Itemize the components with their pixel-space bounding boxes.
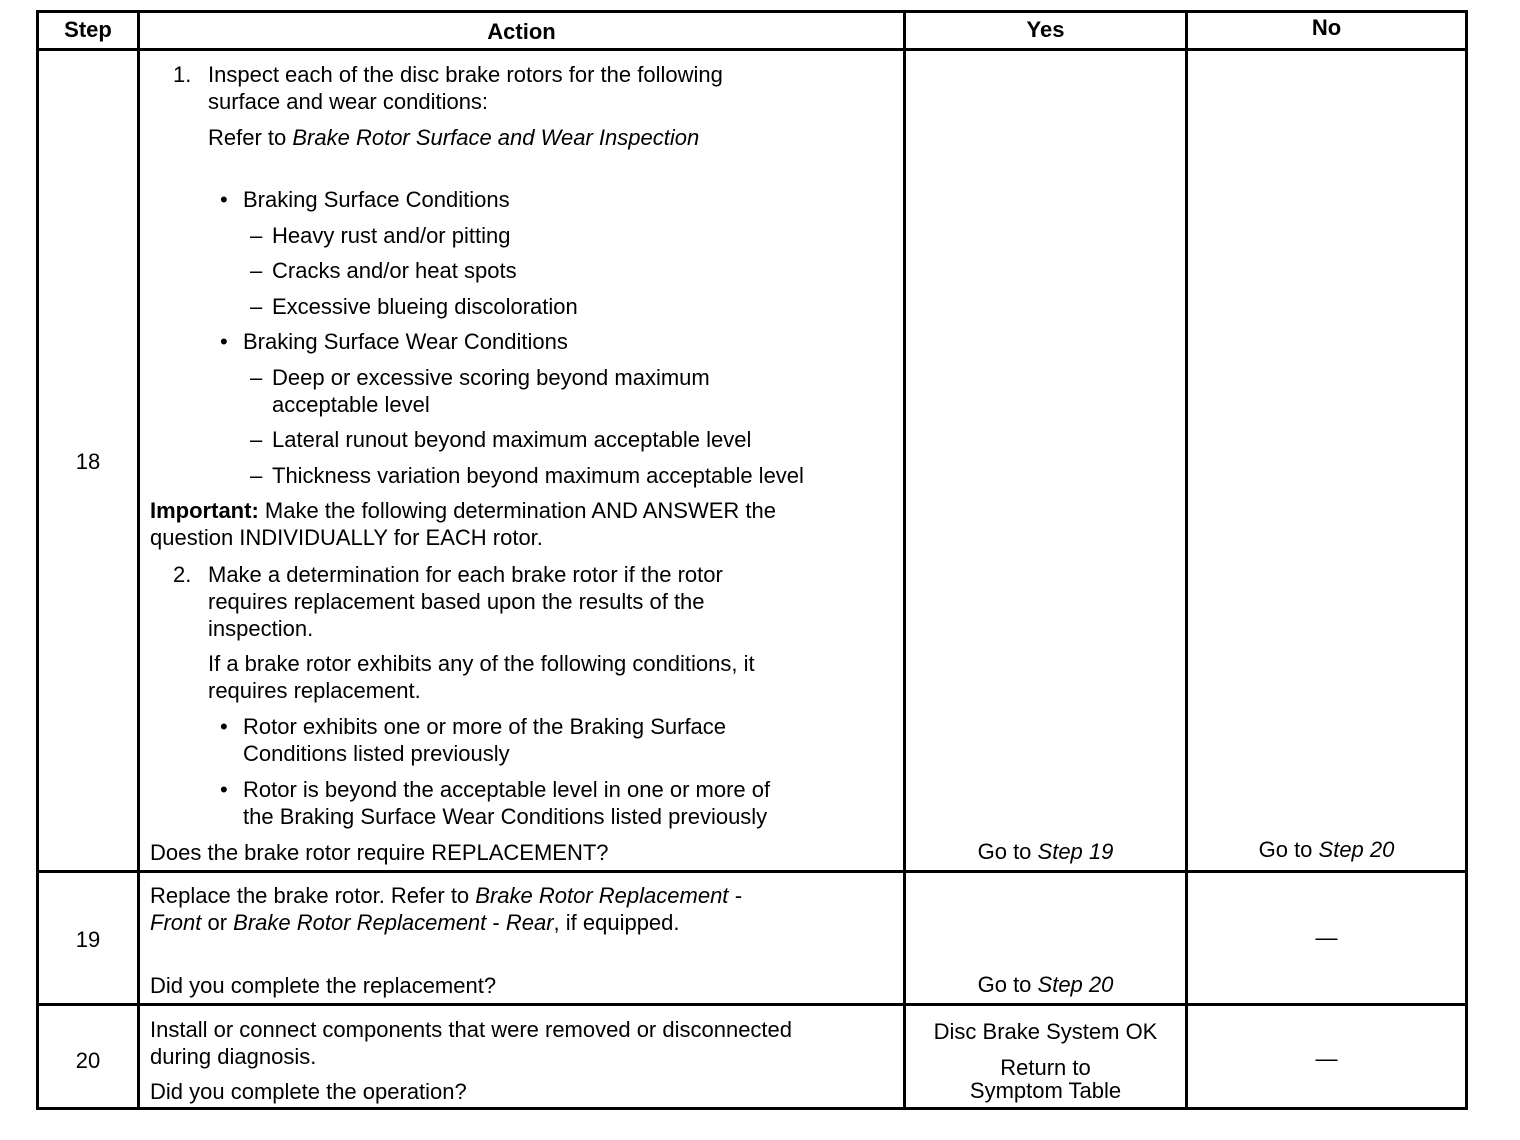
dash-text: Excessive blueing discoloration: [272, 294, 578, 319]
goto-prefix: Go to: [1258, 837, 1319, 862]
action-text: [150, 882, 742, 909]
action-text: requires replacement based upon the results of the: [208, 589, 705, 614]
step-number: 19: [75, 927, 101, 952]
goto-prefix: Go to: [977, 839, 1038, 864]
diagnostic-table: [36, 10, 1468, 1110]
no-cell-dash: —: [1315, 1046, 1338, 1071]
dash-text: Lateral runout beyond maximum acceptable level: [272, 427, 752, 452]
action-text: requires replacement.: [208, 678, 421, 703]
table-border-right: [1465, 10, 1468, 1110]
header-action: Action: [487, 19, 556, 44]
step-number: 18: [75, 449, 101, 474]
action-text: Inspect each of the disc brake rotors for the following: [208, 62, 723, 87]
reference-link[interactable]: Brake Rotor Surface and Wear Inspection: [292, 125, 700, 150]
important-note: [150, 497, 776, 524]
important-text: Make the following determination AND ANSWER the: [258, 498, 777, 523]
reference-prefix: Refer to: [208, 125, 293, 150]
dash-text: Heavy rust and/or pitting: [272, 223, 511, 248]
bullet-text: the Braking Surface Wear Conditions listed previously: [243, 804, 768, 829]
header-divider: [36, 48, 1468, 51]
yes-cell: [906, 838, 1185, 865]
yes-cell-return-to: Return to: [1000, 1055, 1091, 1080]
header-step: Step: [64, 17, 112, 42]
reference-link[interactable]: Brake Rotor Replacement: [233, 910, 487, 935]
action-text-fragment: -: [486, 910, 506, 935]
reference-link[interactable]: Rear: [505, 910, 554, 935]
yes-cell-system-ok: Disc Brake System OK: [933, 1019, 1158, 1044]
dash-icon: –: [250, 294, 263, 319]
action-text: surface and wear conditions:: [208, 89, 489, 114]
dash-icon: –: [250, 463, 263, 488]
header-yes: Yes: [1026, 17, 1065, 42]
bullet-icon: •: [220, 777, 228, 802]
action-text: If a brake rotor exhibits any of the following conditions, it: [208, 651, 755, 676]
action-text: during diagnosis.: [150, 1044, 317, 1069]
reference-line: [208, 124, 699, 151]
bullet-text: Braking Surface Conditions: [243, 187, 510, 212]
dash-text: Thickness variation beyond maximum acceptable level: [272, 463, 804, 488]
action-text-fragment: or: [201, 910, 234, 935]
question-text: Did you complete the operation?: [150, 1079, 467, 1104]
dash-icon: –: [250, 258, 263, 283]
question-text: Does the brake rotor require REPLACEMENT?: [150, 840, 609, 865]
yes-cell: [906, 971, 1185, 998]
action-text: inspection.: [208, 616, 314, 641]
bullet-icon: •: [220, 329, 228, 354]
step-number: 20: [75, 1048, 101, 1073]
bullet-text: Rotor exhibits one or more of the Braking Surface: [243, 714, 727, 739]
action-text: Install or connect components that were removed or disconnected: [150, 1017, 793, 1042]
goto-step-link[interactable]: Step 19: [1037, 839, 1114, 864]
column-divider-step: [137, 10, 140, 1110]
row-divider-19-20: [36, 1003, 1468, 1006]
dash-icon: –: [250, 223, 263, 248]
action-text-fragment: , if equipped.: [553, 910, 680, 935]
important-label: Important:: [150, 498, 259, 523]
column-divider-action: [903, 10, 906, 1110]
row-divider-18-19: [36, 870, 1468, 873]
no-cell: [1188, 836, 1465, 863]
symptom-table-link[interactable]: Symptom Table: [969, 1078, 1122, 1103]
list-number: 1.: [173, 62, 192, 87]
question-text: Did you complete the replacement?: [150, 973, 497, 998]
action-prefix: Replace the brake rotor. Refer to: [150, 883, 476, 908]
no-cell-dash: —: [1315, 925, 1338, 950]
list-number: 2.: [173, 562, 192, 587]
goto-prefix: Go to: [977, 972, 1038, 997]
dash-text: Deep or excessive scoring beyond maximum: [272, 365, 710, 390]
table-border-top: [36, 10, 1468, 13]
action-text: Make a determination for each brake rotor if the rotor: [208, 562, 723, 587]
dash-text: Cracks and/or heat spots: [272, 258, 517, 283]
dash-icon: –: [250, 365, 263, 390]
table-border-bottom: [36, 1107, 1468, 1110]
bullet-text: Conditions listed previously: [243, 741, 510, 766]
bullet-text: Rotor is beyond the acceptable level in one or more of: [243, 777, 771, 802]
reference-link[interactable]: Front: [150, 910, 202, 935]
bullet-icon: •: [220, 714, 228, 739]
goto-step-link[interactable]: Step 20: [1318, 837, 1395, 862]
header-no: No: [1311, 15, 1342, 40]
action-text: [150, 909, 680, 936]
important-text: question INDIVIDUALLY for EACH rotor.: [150, 525, 543, 550]
bullet-text: Braking Surface Wear Conditions: [243, 329, 568, 354]
dash-text: acceptable level: [272, 392, 430, 417]
goto-step-link[interactable]: Step 20: [1037, 972, 1114, 997]
reference-link[interactable]: Brake Rotor Replacement -: [475, 883, 742, 908]
bullet-icon: •: [220, 187, 228, 212]
dash-icon: –: [250, 427, 263, 452]
